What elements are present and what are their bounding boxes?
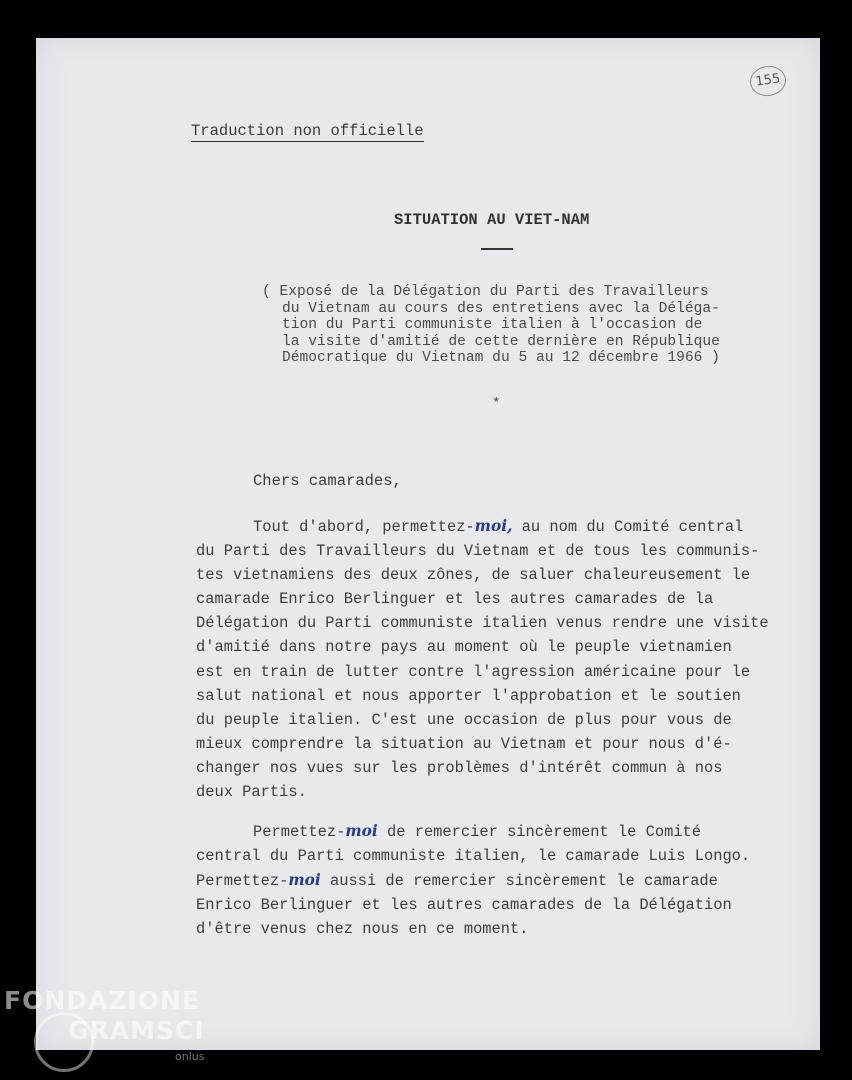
paragraph-line [196,539,769,563]
handwritten-correction: moi [345,822,378,840]
typed-text: Permettez- [196,872,289,891]
typed-text: d'être venus chez nous en ce moment. [196,920,529,939]
paragraph-2 [196,819,750,941]
paragraph-line [196,917,750,941]
typed-text: du Parti des Travailleurs du Vietnam et de tous les communis- [196,542,760,561]
header-note: Traduction non officielle [191,122,424,140]
paragraph-line [196,756,769,780]
typed-text: Tout d'abord, permettez- [253,518,475,536]
watermark-subtitle: onlus [175,1050,205,1063]
paragraph-line [196,844,750,868]
watermark-line-2: GRAMSCI [68,1016,205,1045]
typed-text: tes vietnamiens des deux zônes, de saluer chaleureusement le [196,566,751,585]
typed-text: Délégation du Parti communiste italien venus rendre une visite [196,614,769,633]
salutation: Chers camarades, [253,472,402,490]
subtitle-line: Démocratique du Vietnam du 5 au 12 décembre 1966 ) [282,350,720,366]
paragraph-line [196,587,769,611]
typed-text: salut national et nous apporter l'approbation et le soutien [196,686,741,705]
watermark [4,986,205,1046]
handwritten-correction: moi, [474,517,513,535]
typed-text: de remercier sincèrement le Comité [377,823,702,841]
paragraph-line [196,563,769,587]
typed-text: aussi de remercier sincèrement le camarade [320,872,718,891]
document-title: SITUATION AU VIET-NAM [394,211,590,229]
typed-text: Enrico Berlinguer et les autres camarades de la Délégation [196,896,732,915]
paragraph-line [196,708,769,732]
typed-text: central du Parti communiste italien, le camarade Luis Longo. [196,847,751,866]
paragraph-line [196,635,769,659]
typed-text: mieux comprendre la situation au Vietnam et pour nous d'é- [196,734,732,753]
typed-text: deux Partis. [196,783,307,802]
subtitle-line: tion du Parti communiste italien à l'occasion de [282,317,703,333]
typed-text: Permettez- [253,823,346,841]
subtitle-line: la visite d'amitié de cette dernière en République [282,333,720,350]
section-separator: * [492,396,501,412]
typed-text: camarade Enrico Berlinguer et les autres camarades de la [196,590,714,609]
paragraph-line [196,780,769,804]
typed-text: est en train de lutter contre l'agression américaine pour le [196,662,751,681]
subtitle-block [262,284,792,367]
paragraph-line [196,868,750,893]
paragraph-line [196,893,750,917]
paragraph-line [253,819,750,844]
typed-text: du peuple italien. C'est une occasion de plus pour vous de [196,710,732,729]
page-number-stamp: 155 [748,64,788,99]
subtitle-line: ( Exposé de la Délégation du Parti des Travailleurs [262,284,709,300]
paragraph-line [196,684,769,708]
subtitle-line: du Vietnam au cours des entretiens avec la Déléga- [282,300,720,317]
handwritten-correction: moi [288,871,321,890]
title-underline [481,248,513,250]
paragraph-line [253,514,769,539]
paragraph-line [196,660,769,684]
typed-text: changer nos vues sur les problèmes d'intérêt commun à nos [196,758,723,777]
paragraph-line [196,611,769,635]
watermark-line-1: FONDAZIONE [4,986,201,1015]
paragraph-1 [196,514,769,804]
typed-text: au nom du Comité central [512,518,744,536]
typed-text: d'amitié dans notre pays au moment où le peuple vietnamien [196,638,732,657]
paragraph-line [196,732,769,756]
